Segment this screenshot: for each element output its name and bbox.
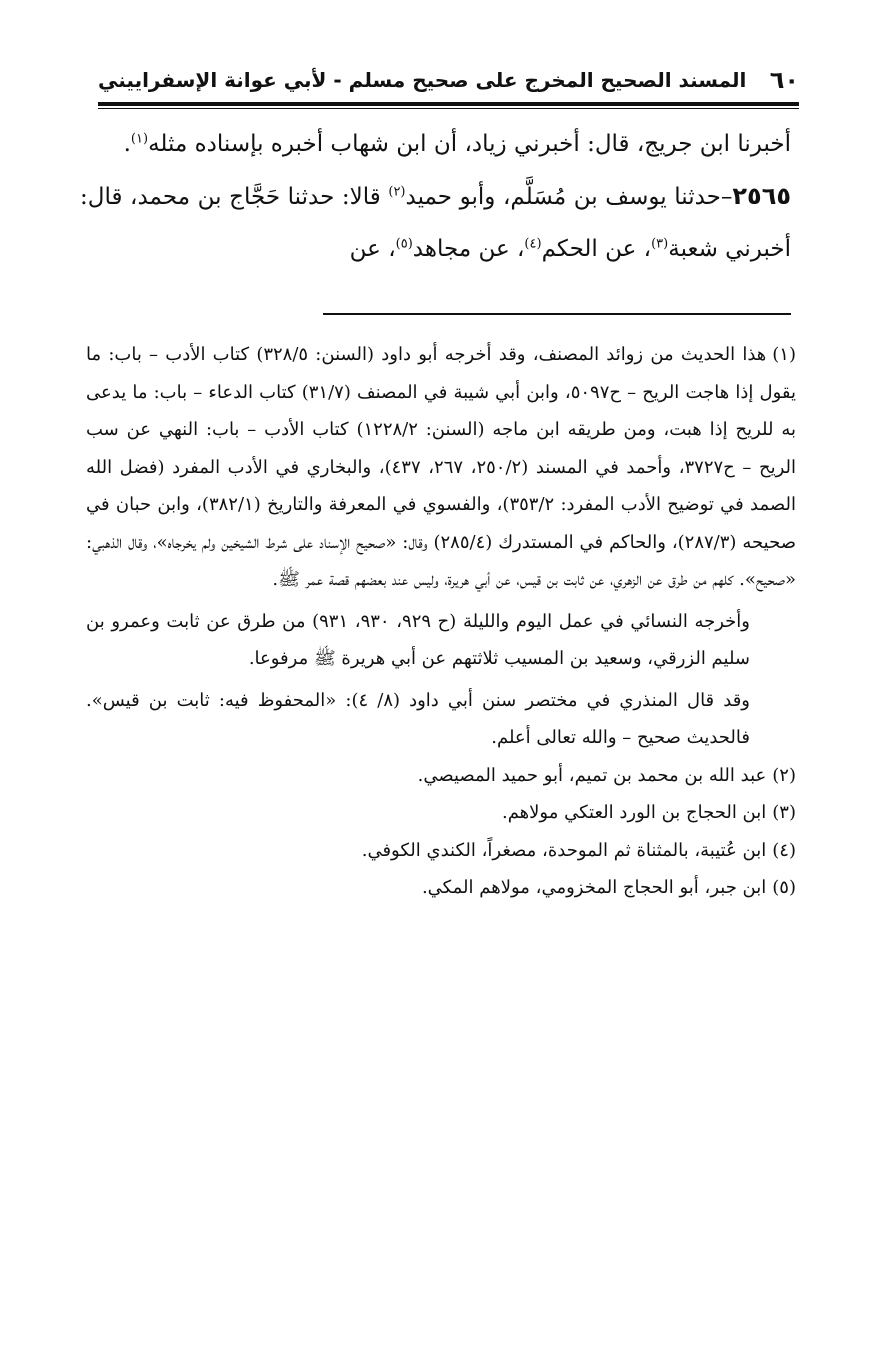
footnotes: [86, 336, 796, 907]
footnote-1-paragraph-3: وقد قال المنذري في مختصر سنن أبي داود (٨/ ٤): «المحفوظ فيه: ثابت بن قيس». فالحديث صحيح – والله تعالى أعلم.: [86, 689, 750, 748]
footnote-ref-5: (٥): [395, 236, 413, 252]
header-rule: [98, 102, 799, 109]
footnote-5: (٥)ابن جبر، أبو الحجاج المخزومي، مولاهم المكي.: [86, 869, 796, 907]
footnote-ref-2: (٢): [388, 184, 406, 200]
footnote-1-paragraph-2: وأخرجه النسائي في عمل اليوم والليلة (ح ٩٢٩، ٩٣٠، ٩٣١) من طرق عن ثابت وعمرو بن سليم الزرقي، وسعيد بن المسيب ثلاثتهم عن أبي هريرة ﷺ مرفوعا.: [86, 610, 751, 669]
footnote-4: (٤)ابن عُتيبة، بالمثناة ثم الموحدة، مصغراً، الكندي الكوفي.: [86, 832, 796, 870]
footnote-number: (٥): [772, 877, 796, 898]
footnote-1: (١)هذا الحديث من زوائد المصنف، وقد أخرجه أبو داود (السنن: ٣٢٨/٥) كتاب الأدب – باب: ما يقول إذا هاجت الريح – ح٥٠٩٧، وابن أبي شيبة في المصنف (٣١/٧) كتاب الدعاء – باب: ما يدعى به للريح إذا هبت، ومن طريقه ابن ماجه (السنن: ١٢٢٨/٢) كتاب الأدب – باب: النهي عن سب الريح – ح٣٧٢٧، وأحمد في المسند (٢٥٠/٢، ٢٦٧، ٤٣٧)، والبخاري في الأدب المفرد (فضل الله الصمد في توضيح الأدب المفرد: ٣٥٣/٢)، والفسوي في المعرفة والتاريخ (٣٨٢/١)، وابن حبان في صحيحه (٢٨٧/٣)، والحاكم في المستدرك (٢٨٥/٤) وقال: «صحيح الإسناد على شرط الشيخين ولم يخرجاه»، وقال الذهبي: «صحيح». كلهم من طرق عن الزهري، عن ثابت بن قيس، عن أبي هريرة، وليس عند بعضهم قصة عمر ﷺ.: [86, 336, 796, 599]
footnote-number: (٣): [772, 802, 796, 823]
footnote-ref-3: (٣): [651, 236, 669, 252]
footnote-ref-4: (٤): [524, 236, 542, 252]
footnote-number: (٤): [772, 839, 796, 861]
footnote-ref-1: (١): [130, 131, 149, 147]
page-number: ٦٠: [769, 66, 799, 94]
running-header: [98, 60, 799, 100]
running-title: المسند الصحيح المخرج على صحيح مسلم - لأبي عوانة الإسفراييني: [98, 68, 747, 92]
main-text: [80, 118, 791, 275]
footnote-3: (٣)ابن الحجاج بن الورد العتكي مولاهم.: [86, 794, 796, 832]
footnote-2: (٢)عبد الله بن محمد بن تميم، أبو حميد المصيصي.: [86, 757, 796, 795]
hadith-number: ٢٥٦٥: [732, 182, 791, 210]
paragraph-continuation: أخبرنا ابن جريج، قال: أخبرني زياد، أن ابن شهاب أخبره بإسناده مثله$^{(١)}$.: [123, 131, 791, 157]
footnote-separator: [323, 313, 791, 315]
footnote-number: (١): [772, 344, 796, 365]
hadith-paragraph: ٢٥٦٥–حدثنا يوسف بن مُسَلَّم، وأبو حميد$^{(٢)}$ قالا: حدثنا حَجَّاج بن محمد، قال: أخبرني شعبة$^{(٣)}$، عن الحكم$^{(٤)}$، عن مجاهد$^{(٥)}$، عن: [80, 182, 791, 262]
footnote-number: (٢): [772, 764, 796, 786]
